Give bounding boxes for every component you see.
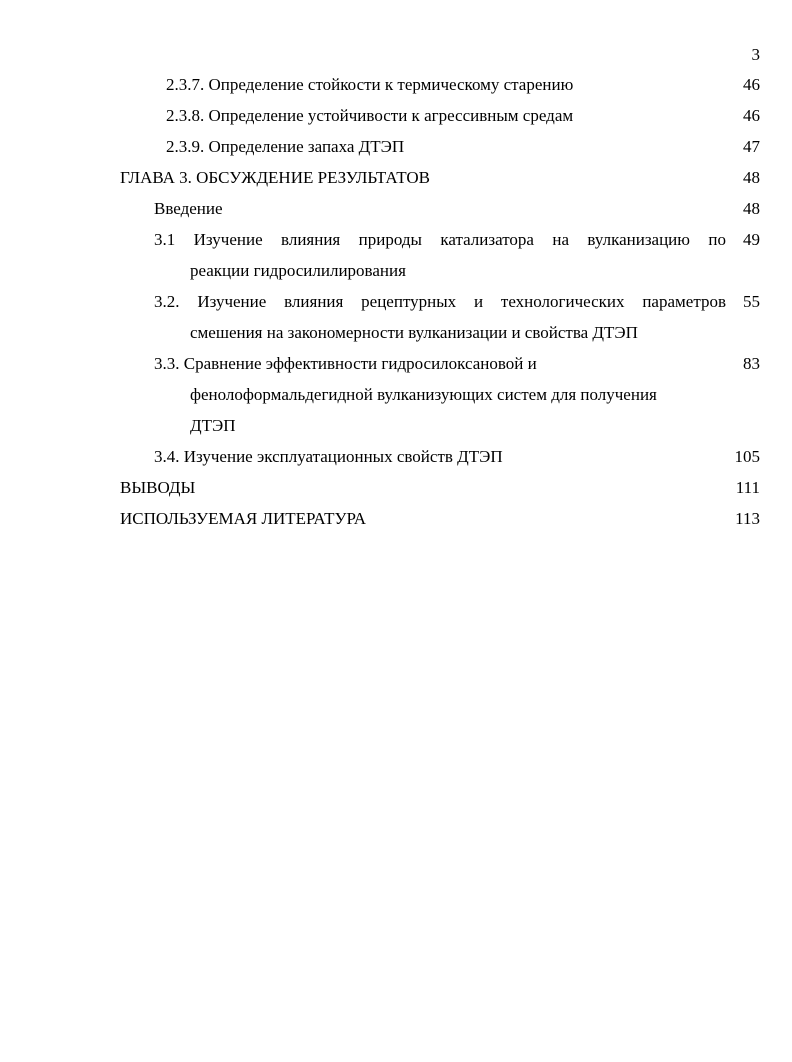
table-of-contents (0, 69, 792, 534)
toc-entry-2-3-7 (0, 69, 792, 100)
toc-entry-2-3-9 (0, 131, 792, 162)
toc-entry-title: 2.3.9. Определение запаха ДТЭП (166, 137, 405, 156)
toc-entry-line: реакции гидросилилирования (190, 261, 406, 280)
toc-entry-title: ГЛАВА 3. ОБСУЖДЕНИЕ РЕЗУЛЬТАТОВ (120, 168, 430, 187)
toc-entry-page: 111 (735, 478, 760, 497)
toc-entry-references (0, 503, 792, 534)
toc-entry-introduction (0, 193, 792, 224)
toc-entry-line: 3.2. Изучение влияния рецептурных и технологических параметров (154, 292, 726, 311)
toc-entry-title (154, 348, 792, 441)
toc-entry-2-3-8 (0, 100, 792, 131)
toc-entry-title: ВЫВОДЫ (120, 478, 196, 497)
toc-entry-title: ИСПОЛЬЗУЕМАЯ ЛИТЕРАТУРА (120, 509, 367, 528)
toc-entry-title: Введение (154, 199, 223, 218)
toc-entry-page: 48 (743, 168, 760, 187)
toc-entry-page: 83 (743, 354, 760, 373)
toc-entry-line: 3.3. Сравнение эффективности гидросилоксановой и (154, 354, 537, 373)
toc-entry-page: 46 (743, 106, 760, 125)
toc-entry-3-3 (0, 348, 792, 441)
toc-entry-page: 55 (743, 292, 760, 311)
toc-entry-title: 2.3.7. Определение стойкости к термическому старению (166, 75, 574, 94)
toc-entry-conclusions (0, 472, 792, 503)
toc-entry-3-1 (0, 224, 792, 286)
toc-entry-line: смешения на закономерности вулканизации и свойства ДТЭП (190, 323, 638, 342)
toc-entry-page: 47 (743, 137, 760, 156)
toc-entry-chapter-3 (0, 162, 792, 193)
toc-entry-page: 48 (743, 199, 760, 218)
toc-entry-title (154, 286, 726, 348)
toc-entry-3-2 (0, 286, 792, 348)
toc-entry-page: 49 (743, 230, 760, 249)
toc-entry-page: 105 (734, 447, 760, 466)
toc-entry-3-4 (0, 441, 792, 472)
toc-entry-page: 113 (735, 509, 760, 528)
toc-entry-title (154, 224, 726, 286)
toc-entry-line: 3.1 Изучение влияния природы катализатора на вулканизацию по (154, 230, 726, 249)
toc-entry-line: ДТЭП (190, 416, 236, 435)
toc-entry-title: 2.3.8. Определение устойчивости к агрессивным средам (166, 106, 574, 125)
toc-entry-page: 46 (743, 75, 760, 94)
toc-entry-line: фенолоформальдегидной вулканизующих систем для получения (190, 385, 657, 404)
page-number: 3 (751, 45, 760, 64)
toc-entry-title: 3.4. Изучение эксплуатационных свойств ДТЭП (154, 447, 503, 466)
